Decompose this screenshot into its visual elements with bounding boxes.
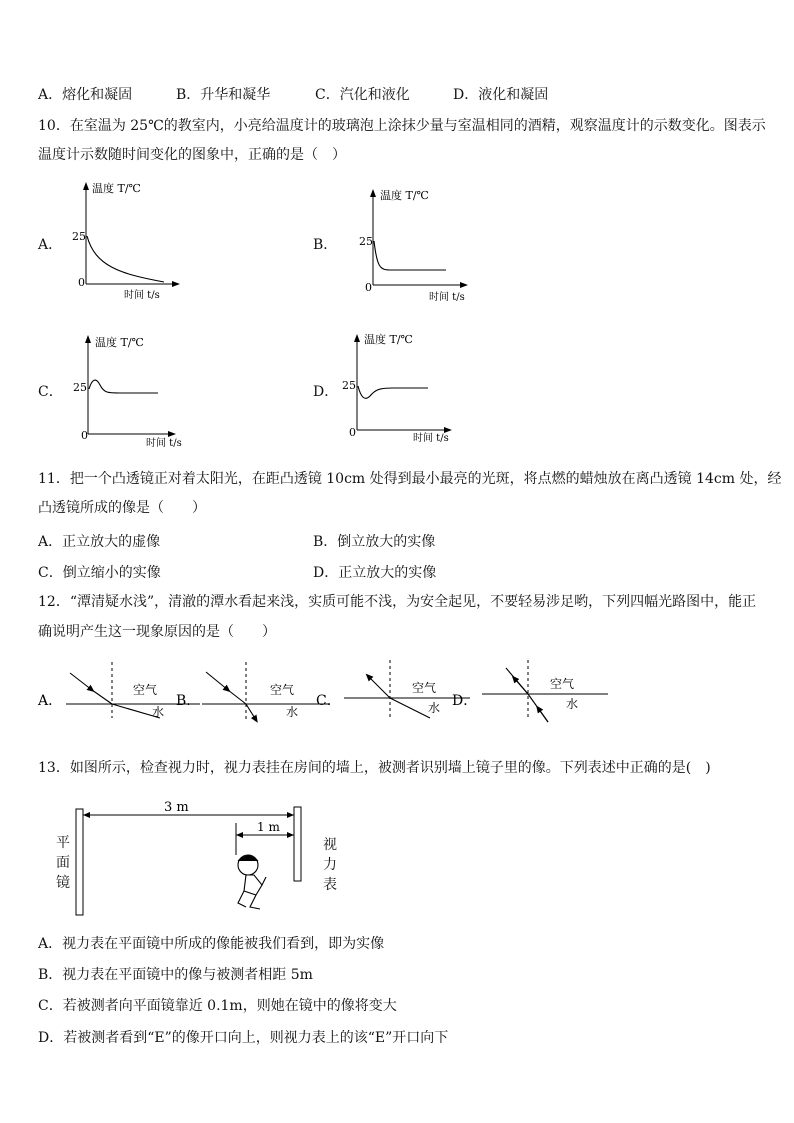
diagram-b-label: B． xyxy=(176,693,201,709)
q10-graph-d-label: D． xyxy=(313,384,339,400)
diagram-c-label: C． xyxy=(316,693,341,709)
mirror xyxy=(76,809,83,915)
q10-stem-line1: 10．在室温为 25℃的教室内，小亮给温度计的玻璃泡上涂抹少量与室温相同的酒精，观察温度计的示数变化。图表示 xyxy=(38,118,766,134)
q11-option-a: A．正立放大的虚像 xyxy=(38,534,161,550)
q9-option-a: A．熔化和凝固 xyxy=(38,87,133,103)
svg-text:水: 水 xyxy=(152,705,165,719)
q10-graph-c-label: C． xyxy=(38,384,63,400)
graph-a-xlabel: 时间 t/s xyxy=(124,290,160,301)
graph-b-origin: 0 xyxy=(365,281,372,294)
q9-option-d: D．液化和凝固 xyxy=(453,87,549,103)
q9-option-b: B．升华和凝华 xyxy=(176,87,271,103)
q13-option-a: A．视力表在平面镜中所成的像能被我们看到，即为实像 xyxy=(38,936,385,952)
q11-option-b: B．倒立放大的实像 xyxy=(313,534,436,550)
eye-chart xyxy=(294,807,301,881)
svg-text:空气: 空气 xyxy=(550,677,575,691)
q10-graph-b xyxy=(340,183,480,305)
q11-option-c: C．倒立缩小的实像 xyxy=(38,565,161,581)
q13-option-b: B．视力表在平面镜中的像与被测者相距 5m xyxy=(38,967,313,983)
graph-b-ylabel: 温度 T/℃ xyxy=(380,189,429,202)
graph-c-origin: 0 xyxy=(81,429,88,442)
svg-text:水: 水 xyxy=(566,697,579,711)
q10-graph-c xyxy=(60,329,190,451)
graph-c-xlabel: 时间 t/s xyxy=(146,438,182,449)
graph-a-ylabel: 温度 T/℃ xyxy=(92,182,141,195)
diagram-d xyxy=(482,660,608,722)
q13-option-d: D．若被测者看到“E”的像开口向上，则视力表上的该“E”开口向下 xyxy=(38,1030,449,1046)
graph-b-xlabel: 时间 t/s xyxy=(429,292,465,303)
q11-stem-line1: 11．把一个凸透镜正对着太阳光，在距凸透镜 10cm 处得到最小最亮的光斑，将点燃的蜡烛放在离凸透镜 14cm 处，经 xyxy=(38,471,782,487)
mirror-label: 平面镜 xyxy=(56,835,70,891)
q10-graph-d xyxy=(332,328,472,450)
diagram-c xyxy=(344,660,470,720)
dist-total-label: 3 m xyxy=(164,800,189,815)
graph-d-xlabel: 时间 t/s xyxy=(413,433,449,444)
q13-stem-line1: 13．如图所示，检查视力时，视力表挂在房间的墙上，被测者识别墙上镜子里的像。下列表述中正确的是( ) xyxy=(38,760,711,776)
svg-text:空气: 空气 xyxy=(412,681,437,695)
graph-c-tick: 25 xyxy=(73,381,87,394)
q11-option-d: D．正立放大的实像 xyxy=(313,565,437,581)
graph-a-tick: 25 xyxy=(72,230,86,243)
q9-option-c: C．汽化和液化 xyxy=(315,87,410,103)
svg-text:空气: 空气 xyxy=(270,683,295,697)
svg-text:水: 水 xyxy=(428,701,441,715)
q11-stem-line2: 凸透镜所成的像是（ ） xyxy=(38,500,206,516)
q10-graph-a-label: A． xyxy=(38,237,63,253)
diagram-d-label: D． xyxy=(452,693,478,709)
graph-d-ylabel: 温度 T/℃ xyxy=(364,333,413,346)
person-icon xyxy=(238,855,266,909)
graph-b-curve xyxy=(374,241,446,270)
q13-option-c: C．若被测者向平面镜靠近 0.1m，则她在镜中的像将变大 xyxy=(38,998,397,1014)
eye-chart-label: 视力表 xyxy=(323,837,337,893)
graph-a-curve xyxy=(87,236,164,282)
svg-text:空气: 空气 xyxy=(133,683,158,697)
q13-figure xyxy=(50,795,350,925)
graph-d-curve xyxy=(358,386,428,398)
graph-a-origin: 0 xyxy=(78,276,85,289)
q12-stem-line1: 12．“潭清疑水浅”，清澈的潭水看起来浅，实质可能不浅，为安全起见，不要轻易涉足哟，下列四幅光路图中，能正 xyxy=(38,594,757,610)
svg-text:水: 水 xyxy=(286,705,299,719)
diagram-a xyxy=(66,662,200,719)
q10-graph-a xyxy=(60,176,190,301)
graph-d-tick: 25 xyxy=(342,379,356,392)
dist-part-label: 1 m xyxy=(257,820,280,834)
q12-light-diagrams xyxy=(30,656,610,724)
graph-d-origin: 0 xyxy=(349,426,356,439)
q10-graph-b-label: B． xyxy=(313,237,338,253)
q10-stem-line2: 温度计示数随时间变化的图象中，正确的是（ ） xyxy=(38,147,346,163)
q12-stem-line2: 确说明产生这一现象原因的是（ ） xyxy=(38,624,276,640)
diagram-b xyxy=(202,662,330,720)
graph-c-curve xyxy=(89,380,158,393)
graph-c-ylabel: 温度 T/℃ xyxy=(95,336,144,349)
diagram-a-label: A． xyxy=(38,693,63,709)
graph-b-tick: 25 xyxy=(359,235,373,248)
